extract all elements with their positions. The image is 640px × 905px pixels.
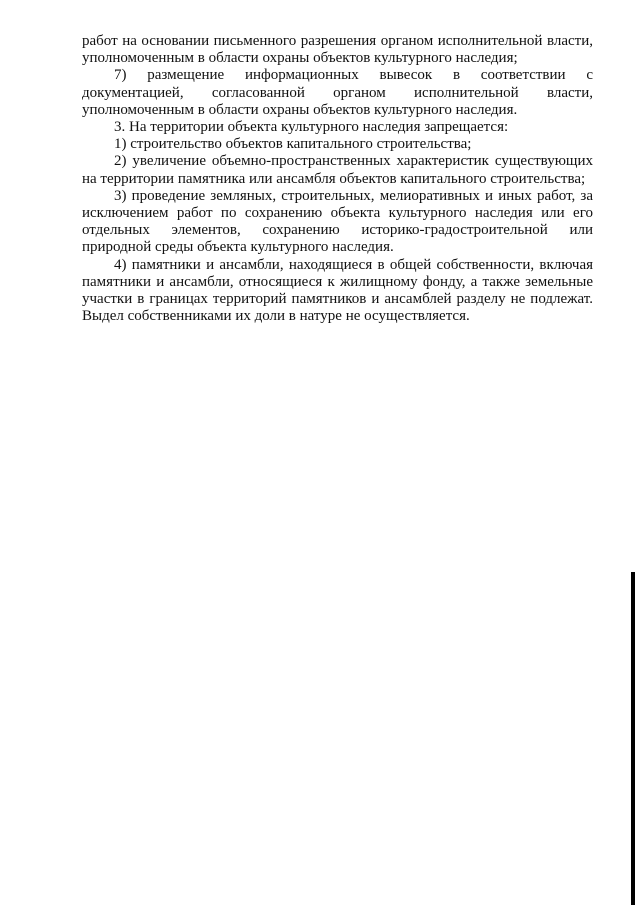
paragraph-continuation: работ на основании письменного разрешения органом исполнительной власти, уполномоченным в области охраны объектов культурного наследия; — [82, 33, 593, 67]
paragraph-item-4: 4) памятники и ансамбли, находящиеся в общей собственности, включая памятники и ансамбли, относящиеся к жилищному фонду, а также земельные участки в границах территорий памятников и ансамблей разделу не подлежат. Выдел собственниками их доли в натуре не осуществляется. — [82, 256, 593, 325]
paragraph-item-1: 1) строительство объектов капитального строительства; — [114, 136, 472, 153]
paragraph-section-3: 3. На территории объекта культурного наследия запрещается: — [114, 119, 509, 136]
paragraph-item-2: 2) увеличение объемно-пространственных характеристик существующих на территории памятника или ансамбля объектов капитального строительства; — [82, 153, 593, 187]
document-body — [82, 33, 593, 325]
scan-edge-mark — [631, 572, 635, 905]
paragraph-item-7: 7) размещение информационных вывесок в соответствии с документацией, согласованной органом исполнительной власти, уполномоченным в области охраны объектов культурного наследия. — [82, 67, 593, 118]
paragraph-item-3: 3) проведение земляных, строительных, мелиоративных и иных работ, за исключением работ по сохранению объекта культурного наследия или его отдельных элементов, сохранению историко-градостроительной или природной среды объекта культурного наследия. — [82, 187, 593, 256]
